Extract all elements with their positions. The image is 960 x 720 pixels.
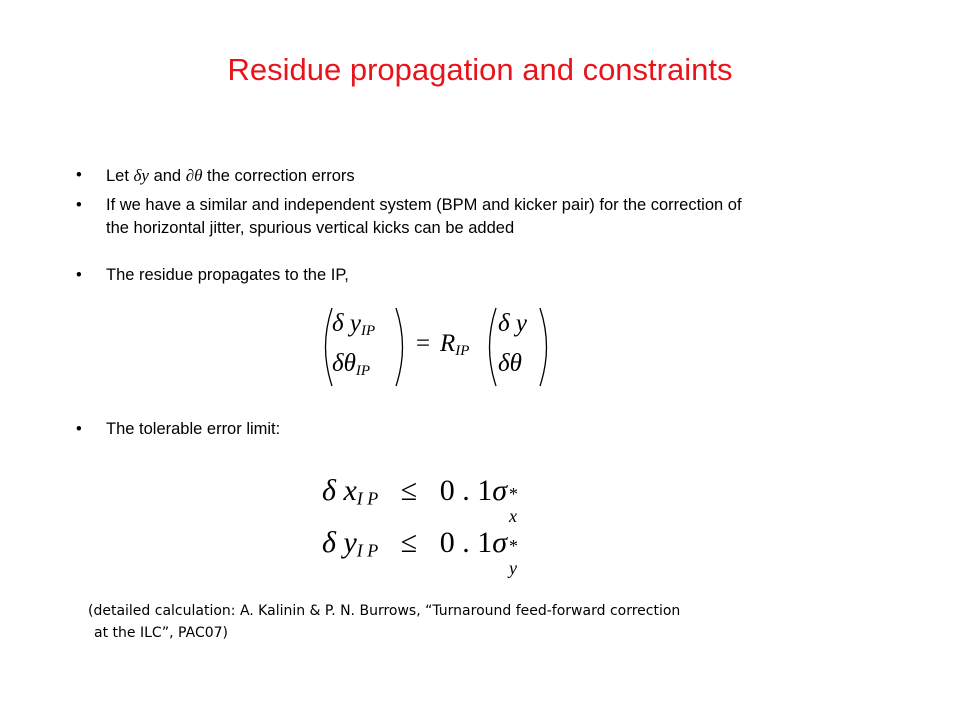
bullet-dot: • xyxy=(76,166,82,184)
right-paren-2 xyxy=(536,306,556,388)
citation-line-2: at the ILC”, PAC07) xyxy=(94,625,228,641)
bullet-dot: • xyxy=(76,196,82,214)
bullet-text: If we have a similar and independent system (BPM and kicker pair) for the correction of the horizontal jitter, spurious vertical kicks can be added xyxy=(106,196,742,237)
left-paren-2 xyxy=(480,306,500,388)
delta-theta-symbol: ∂θ xyxy=(185,166,203,185)
propagation-matrix-equation: δ $y_{IP}$ $\delta\theta_{IP}$ = $R_{IP}$ δ y δθ xyxy=(316,306,556,388)
right-paren-1 xyxy=(392,306,412,388)
delta-y-symbol: δy xyxy=(133,166,149,185)
bullet-text: Let δy and ∂θ the correction errors xyxy=(106,166,355,185)
inequality-y: δ $y_{I P}$ ≤ 0 . 1σ * y xyxy=(322,526,519,578)
bullet-text: The tolerable error limit: xyxy=(106,420,281,438)
tolerance-inequalities xyxy=(322,470,582,580)
citation-note xyxy=(88,600,888,644)
bullet-dot: • xyxy=(76,266,82,284)
inequality-x: δ $x_{I P}$ ≤ 0 . 1σ * x xyxy=(322,474,519,526)
slide-title: Residue propagation and constraints xyxy=(227,52,733,87)
bullet-text: The residue propagates to the IP, xyxy=(106,266,349,284)
citation-line-1: (detailed calculation: A. Kalinin & P. N. Burrows, “Turnaround feed-forward correction xyxy=(88,603,681,619)
bullet-dot: • xyxy=(76,420,82,438)
